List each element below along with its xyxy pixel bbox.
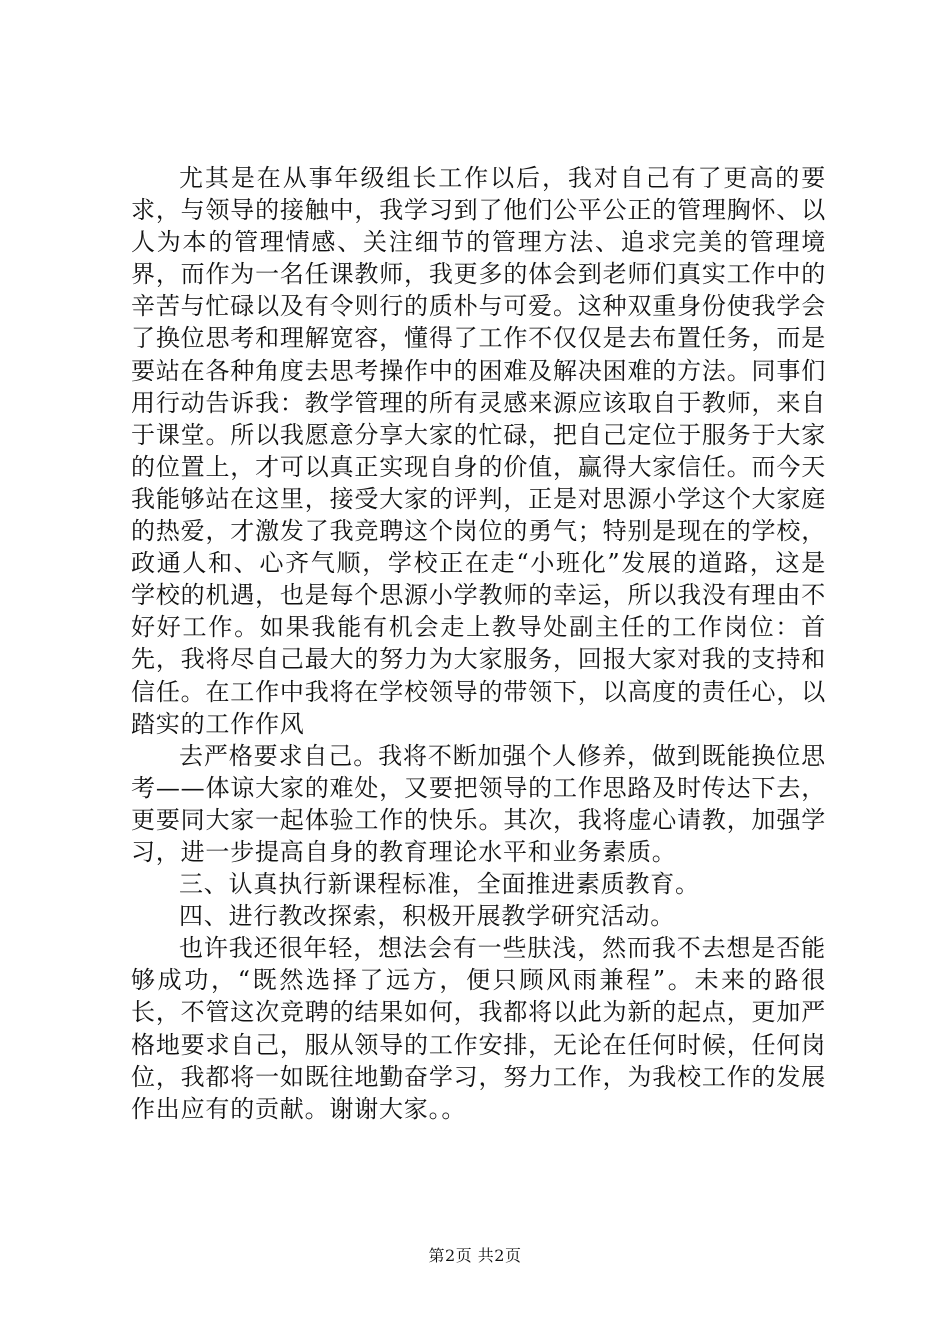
page-footer: 第2页 共2页 (428, 1246, 522, 1265)
paragraph-5: 也许我还很年轻，想法会有一些肤浅，然而我不去想是否能够成功，“既然选择了远方，便只顾风雨兼程”。未来的路很长，不管这次竞聘的结果如何，我都将以此为新的起点，更加严格地要求自己，服从领导的工作安排，无论在任何时候，任何岗位，我都将一如既往地勤奋学习，努力工作，为我校工作的发展作出应有的贡献。谢谢大家。。 (131, 934, 826, 1123)
paragraph-3: 三、认真执行新课程标准，全面推进素质教育。 (179, 870, 700, 899)
paragraph-4: 四、进行教改探索，积极开展教学研究活动。 (179, 902, 675, 931)
paragraph-2: 去严格要求自己。我将不断加强个人修养，做到既能换位思考——体谅大家的难处，又要把领导的工作思路及时传达下去，更要同大家一起体验工作的快乐。其次，我将虚心请教，加强学习，进一步提高自身的教育理论水平和业务素质。 (131, 741, 826, 866)
paragraph-1: 尤其是在从事年级组长工作以后，我对自己有了更高的要求，与领导的接触中，我学习到了他们公平公正的管理胸怀、以人为本的管理情感、关注细节的管理方法、追求完美的管理境界，而作为一名任课教师，我更多的体会到老师们真实工作中的辛苦与忙碌以及有令则行的质朴与可爱。这种双重身份使我学会了换位思考和理解宽容，懂得了工作不仅仅是去布置任务，而是要站在各种角度去思考操作中的困难及解决困难的方法。同事们用行动告诉我：教学管理的所有灵感来源应该取自于教师，来自于课堂。所以我愿意分享大家的忙碌，把自己定位于服务于大家的位置上，才可以真正实现自身的价值，赢得大家信任。而今天我能够站在这里，接受大家的评判，正是对思源小学这个大家庭的热爱，才激发了我竞聘这个岗位的勇气；特别是现在的学校，政通人和、心齐气顺，学校正在走“小班化”发展的道路，这是学校的机遇，也是每个思源小学教师的幸运，所以我没有理由不好好工作。如果我能有机会走上教导处副主任的工作岗位：首先，我将尽自己最大的努力为大家服务，回报大家对我的支持和信任。在工作中我将在学校领导的带领下，以高度的责任心，以踏实的工作作风 (131, 164, 826, 738)
document-body (131, 162, 826, 1125)
